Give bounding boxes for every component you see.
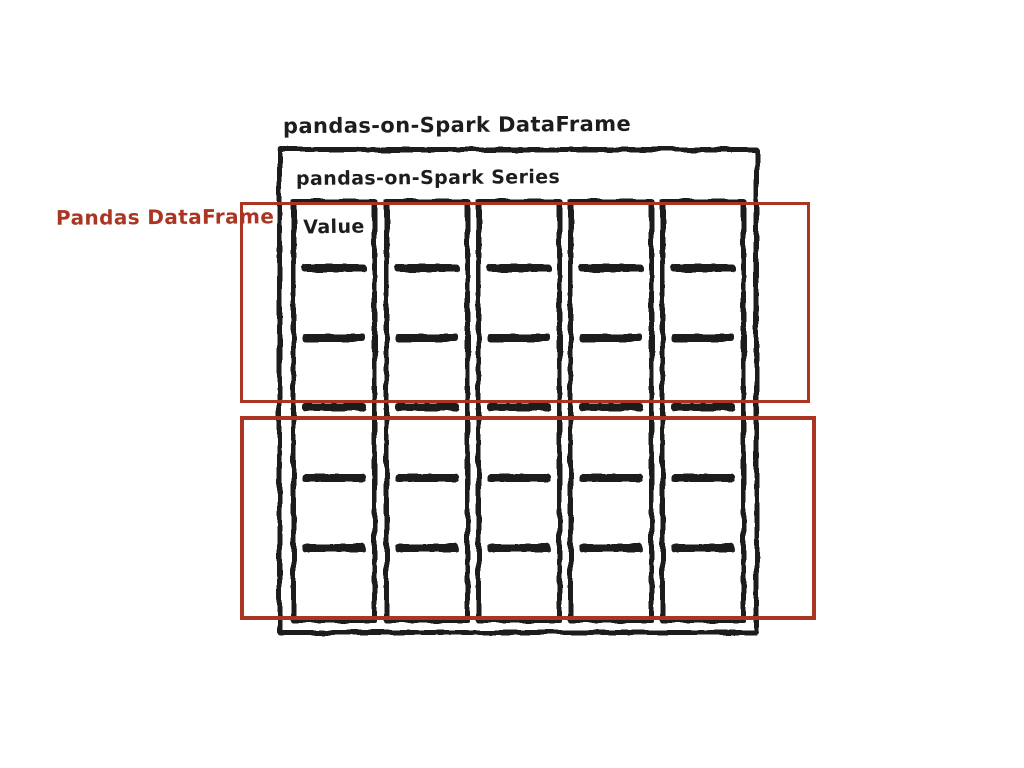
pandas-dataframe-partition-box-bottom: [240, 416, 816, 620]
value-row-dash: [302, 403, 366, 411]
value-column-header: Value: [303, 215, 365, 239]
pandas-dataframe-partition-box-top: [240, 202, 810, 403]
pandas-dataframe-label: Pandas DataFrame: [55, 204, 275, 230]
pandas-on-spark-series-label: pandas-on-Spark Series: [295, 166, 561, 190]
value-row-dash: [395, 403, 459, 411]
value-row-dash: [671, 403, 735, 411]
value-row-dash: [579, 403, 643, 411]
value-row-dash: [487, 403, 551, 411]
pandas-on-spark-dataframe-title: pandas-on-Spark DataFrame: [282, 111, 632, 139]
